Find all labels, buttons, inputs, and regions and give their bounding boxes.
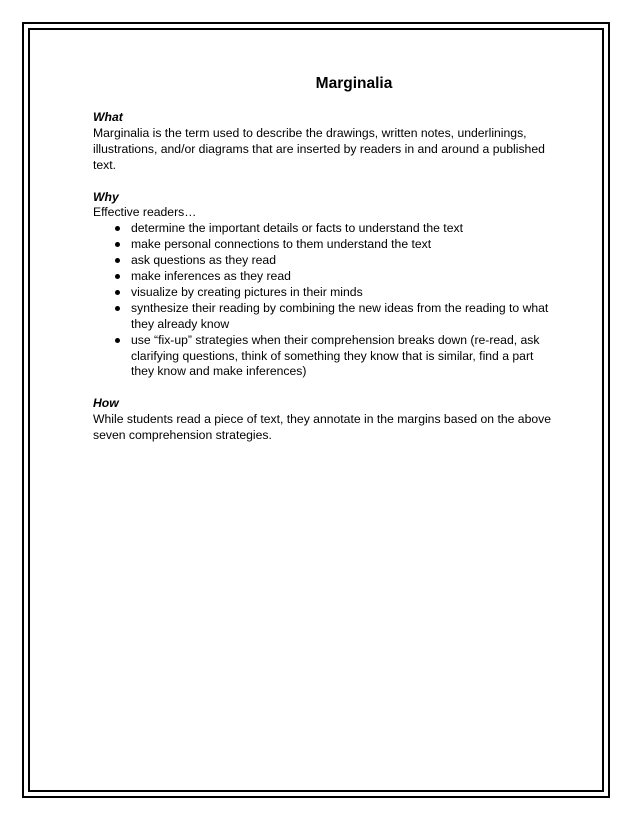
- what-body: Marginalia is the term used to describe the drawings, written notes, underlinings, illustrations, and/or diagrams that are inserted by readers in and around a published text.: [93, 125, 545, 172]
- bullet-icon: [115, 290, 120, 295]
- document-title: Marginalia: [315, 75, 393, 92]
- what-heading: What: [93, 110, 123, 124]
- bullet-icon: [115, 338, 120, 343]
- bullet-icon: [115, 258, 120, 263]
- section-gap: [93, 380, 553, 396]
- list-item: [93, 333, 553, 381]
- list-item: [93, 269, 553, 285]
- list-item-text: make personal connections to them understand the text: [131, 237, 432, 252]
- list-item: [93, 285, 553, 301]
- document-body: [93, 74, 553, 444]
- why-heading: Why: [93, 189, 119, 204]
- list-item-text: determine the important details or facts to understand the text: [131, 221, 463, 236]
- bullet-icon: [115, 226, 120, 231]
- list-item-text: make inferences as they read: [131, 269, 291, 284]
- list-item-text: visualize by creating pictures in their minds: [131, 284, 363, 299]
- list-item: [93, 301, 553, 333]
- how-body: While students read a piece of text, they annotate in the margins based on the above seven comprehension strategies.: [93, 412, 552, 443]
- list-item-text: use “fix-up” strategies when their comprehension breaks down (re-read, ask clarifying questions, think of something they know that is similar, find a part they know and make inferences): [131, 332, 540, 379]
- why-bullet-list: [93, 221, 553, 380]
- how-heading: How: [93, 396, 119, 411]
- bullet-icon: [115, 242, 120, 247]
- list-item: [93, 237, 553, 253]
- list-item: [93, 221, 553, 237]
- list-item-text: ask questions as they read: [131, 253, 276, 268]
- bullet-icon: [115, 274, 120, 279]
- bullet-icon: [115, 306, 120, 311]
- list-item-text: synthesize their reading by combining the new ideas from the reading to what they already know: [131, 300, 549, 331]
- list-item: [93, 253, 553, 269]
- section-gap: [93, 174, 553, 190]
- why-intro: Effective readers…: [93, 205, 197, 220]
